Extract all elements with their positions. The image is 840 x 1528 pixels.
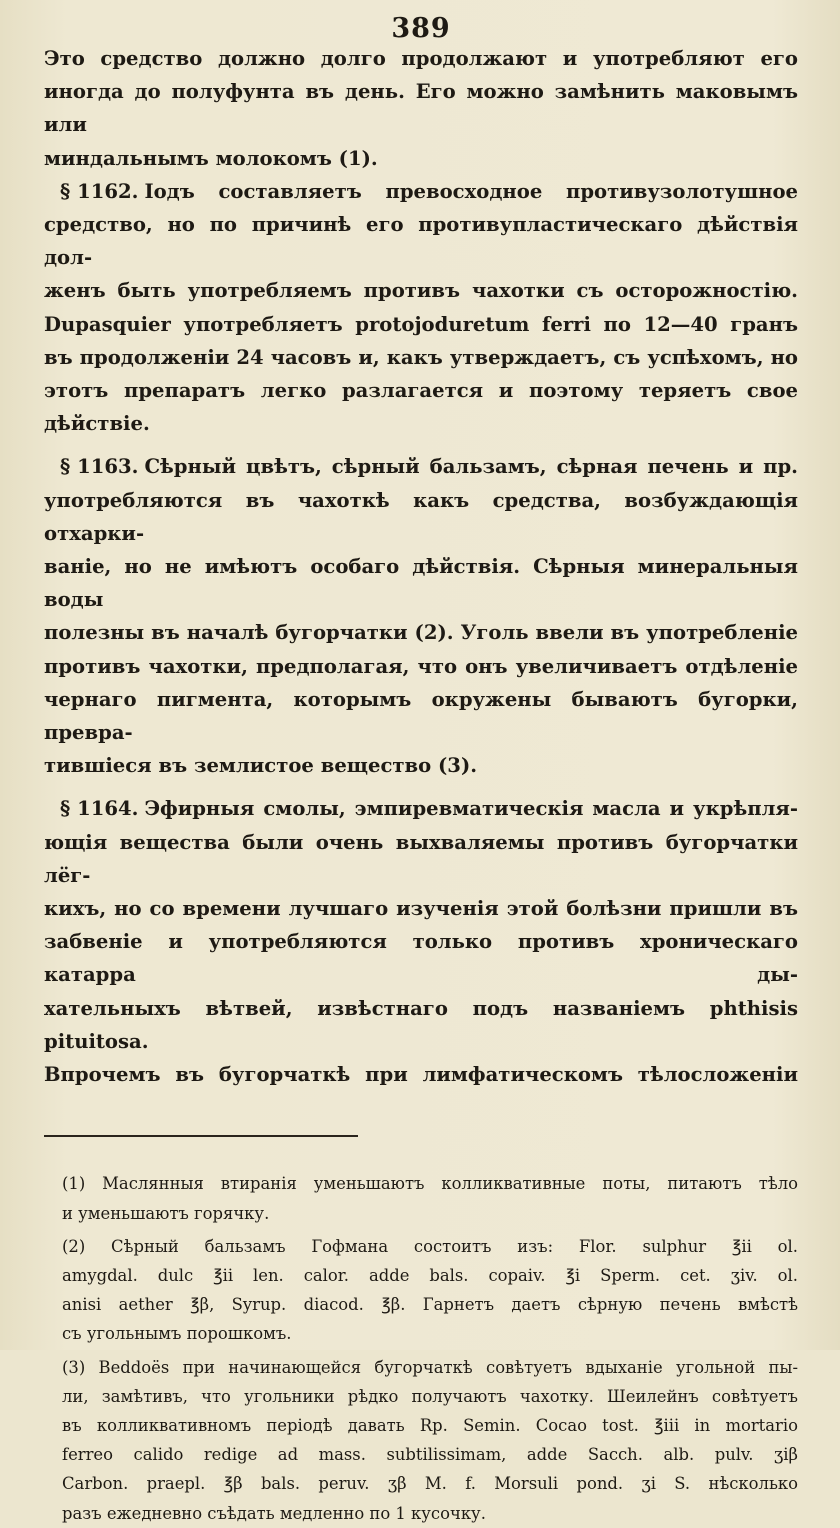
text-line: Іодъ составляетъ превосходное противузолотушное (144, 179, 798, 203)
text-line: женъ быть употребляемъ противъ чахотки съ осторожностію. (44, 279, 798, 303)
paragraph-1162 (44, 175, 798, 441)
footnote-line: и уменьшаютъ горячку. (62, 1203, 270, 1223)
text-line: Сѣрный цвѣтъ, сѣрный бальзамъ, сѣрная печень и пр. (144, 455, 798, 479)
footnote-line: (2) Сѣрный бальзамъ Гофмана состоитъ изъ: Flor. sulphur ℥ii ol. (62, 1236, 798, 1256)
footnote-line: разъ ежедневно съѣдать медленно по 1 кусочку. (62, 1503, 486, 1523)
footnote-line: ли, замѣтивъ, что угольники рѣдко получаютъ чахотку. Шеилейнъ совѣтуетъ (62, 1386, 798, 1406)
footnote-2 (44, 1232, 798, 1349)
paragraph-1163 (44, 450, 798, 782)
text-line: чернаго пигмента, которымъ окружены бываютъ бугорки, превра- (44, 687, 798, 745)
footnote-line: anisi aether ℥β, Syrup. diacod. ℥β. Гарнетъ даетъ сѣрную печень вмѣстѣ (62, 1295, 798, 1315)
section-mark: § 1163. (60, 455, 139, 479)
main-text (44, 42, 798, 1091)
text-line: въ продолженіи 24 часовъ и, какъ утверждаетъ, съ успѣхомъ, но (44, 345, 798, 369)
text-line: дѣйствіе. (44, 412, 150, 436)
text-line: иногда до полуфунта въ день. Его можно замѣнить маковымъ или (44, 80, 798, 137)
text-line: Это средство должно долго продолжают и употребляют его (44, 47, 798, 70)
text-line: Dupasquier употребляетъ protojoduretum ferri по 12—40 гранъ (44, 312, 798, 336)
paragraph-1164 (44, 792, 798, 1091)
text-line: миндальнымъ молокомъ (1). (44, 146, 378, 170)
footnote-line: (3) Beddoës при начинающейся бугорчаткѣ совѣтуетъ вдыханіе угольной пы- (62, 1357, 798, 1377)
text-line: средство, но по причинѣ его противупластическаго дѣйствія дол- (44, 213, 798, 270)
footnote-divider (44, 1135, 358, 1137)
footnote-3 (44, 1353, 798, 1528)
text-line: употребляются въ чахоткѣ какъ средства, возбуждающія отхарки- (44, 488, 798, 545)
text-line: Впрочемъ въ бугорчаткѣ при лимфатическомъ тѣлосложеніи (44, 1063, 798, 1087)
text-line: ющія вещества были очень выхваляемы противъ бугорчатки лёг- (44, 830, 798, 887)
text-line: забвеніе и употребляются только противъ хроническаго катарра ды- (44, 930, 798, 987)
footnote-line: съ угольнымъ порошкомъ. (62, 1324, 292, 1344)
footnote-line: Carbon. praepl. ℥β bals. peruv. ʒβ M. f. Morsuli pond. ʒi S. нѣсколько (62, 1474, 798, 1494)
footnote-1 (44, 1169, 798, 1227)
footnotes (44, 1169, 798, 1527)
text-line: Эфирныя смолы, эмпиревматическія масла и укрѣпля- (144, 797, 798, 821)
footnote-line: ferreo calido redige ad mass. subtilissimam, adde Sacch. alb. pulv. ʒiβ (62, 1445, 798, 1465)
text-line: противъ чахотки, предполагая, что онъ увеличиваетъ отдѣленіе (44, 654, 798, 678)
footnote-line: (1) Маслянныя втиранія уменьшаютъ колликвативные поты, питаютъ тѣло (62, 1174, 798, 1194)
section-mark: § 1162. (60, 179, 139, 203)
text-line: кихъ, но со времени лучшаго изученія этой болѣзни пришли въ (44, 897, 798, 921)
text-line: хательныхъ вѣтвей, извѣстнаго подъ названіемъ phthisis pituitosa. (44, 996, 798, 1053)
paragraph-continuation (44, 42, 798, 175)
page-number: 389 (391, 13, 451, 44)
footnote-line: въ колликвативномъ періодѣ давать Rp. Semin. Cocao tost. ℥iii in mortario (62, 1415, 798, 1435)
footnote-line: amygdal. dulc ℥ii len. calor. adde bals. copaiv. ℥i Sperm. cet. ʒiv. ol. (62, 1265, 798, 1285)
text-line: полезны въ началѣ бугорчатки (2). Уголь ввели въ употребленіе (44, 621, 798, 645)
text-line: тившіеся въ землистое вещество (3). (44, 754, 478, 778)
text-line: ваніе, но не имѣютъ особаго дѣйствія. Сѣрныя минеральныя воды (44, 555, 798, 612)
text-line: этотъ препаратъ легко разлагается и поэтому теряетъ свое (44, 379, 798, 403)
section-mark: § 1164. (60, 797, 139, 821)
